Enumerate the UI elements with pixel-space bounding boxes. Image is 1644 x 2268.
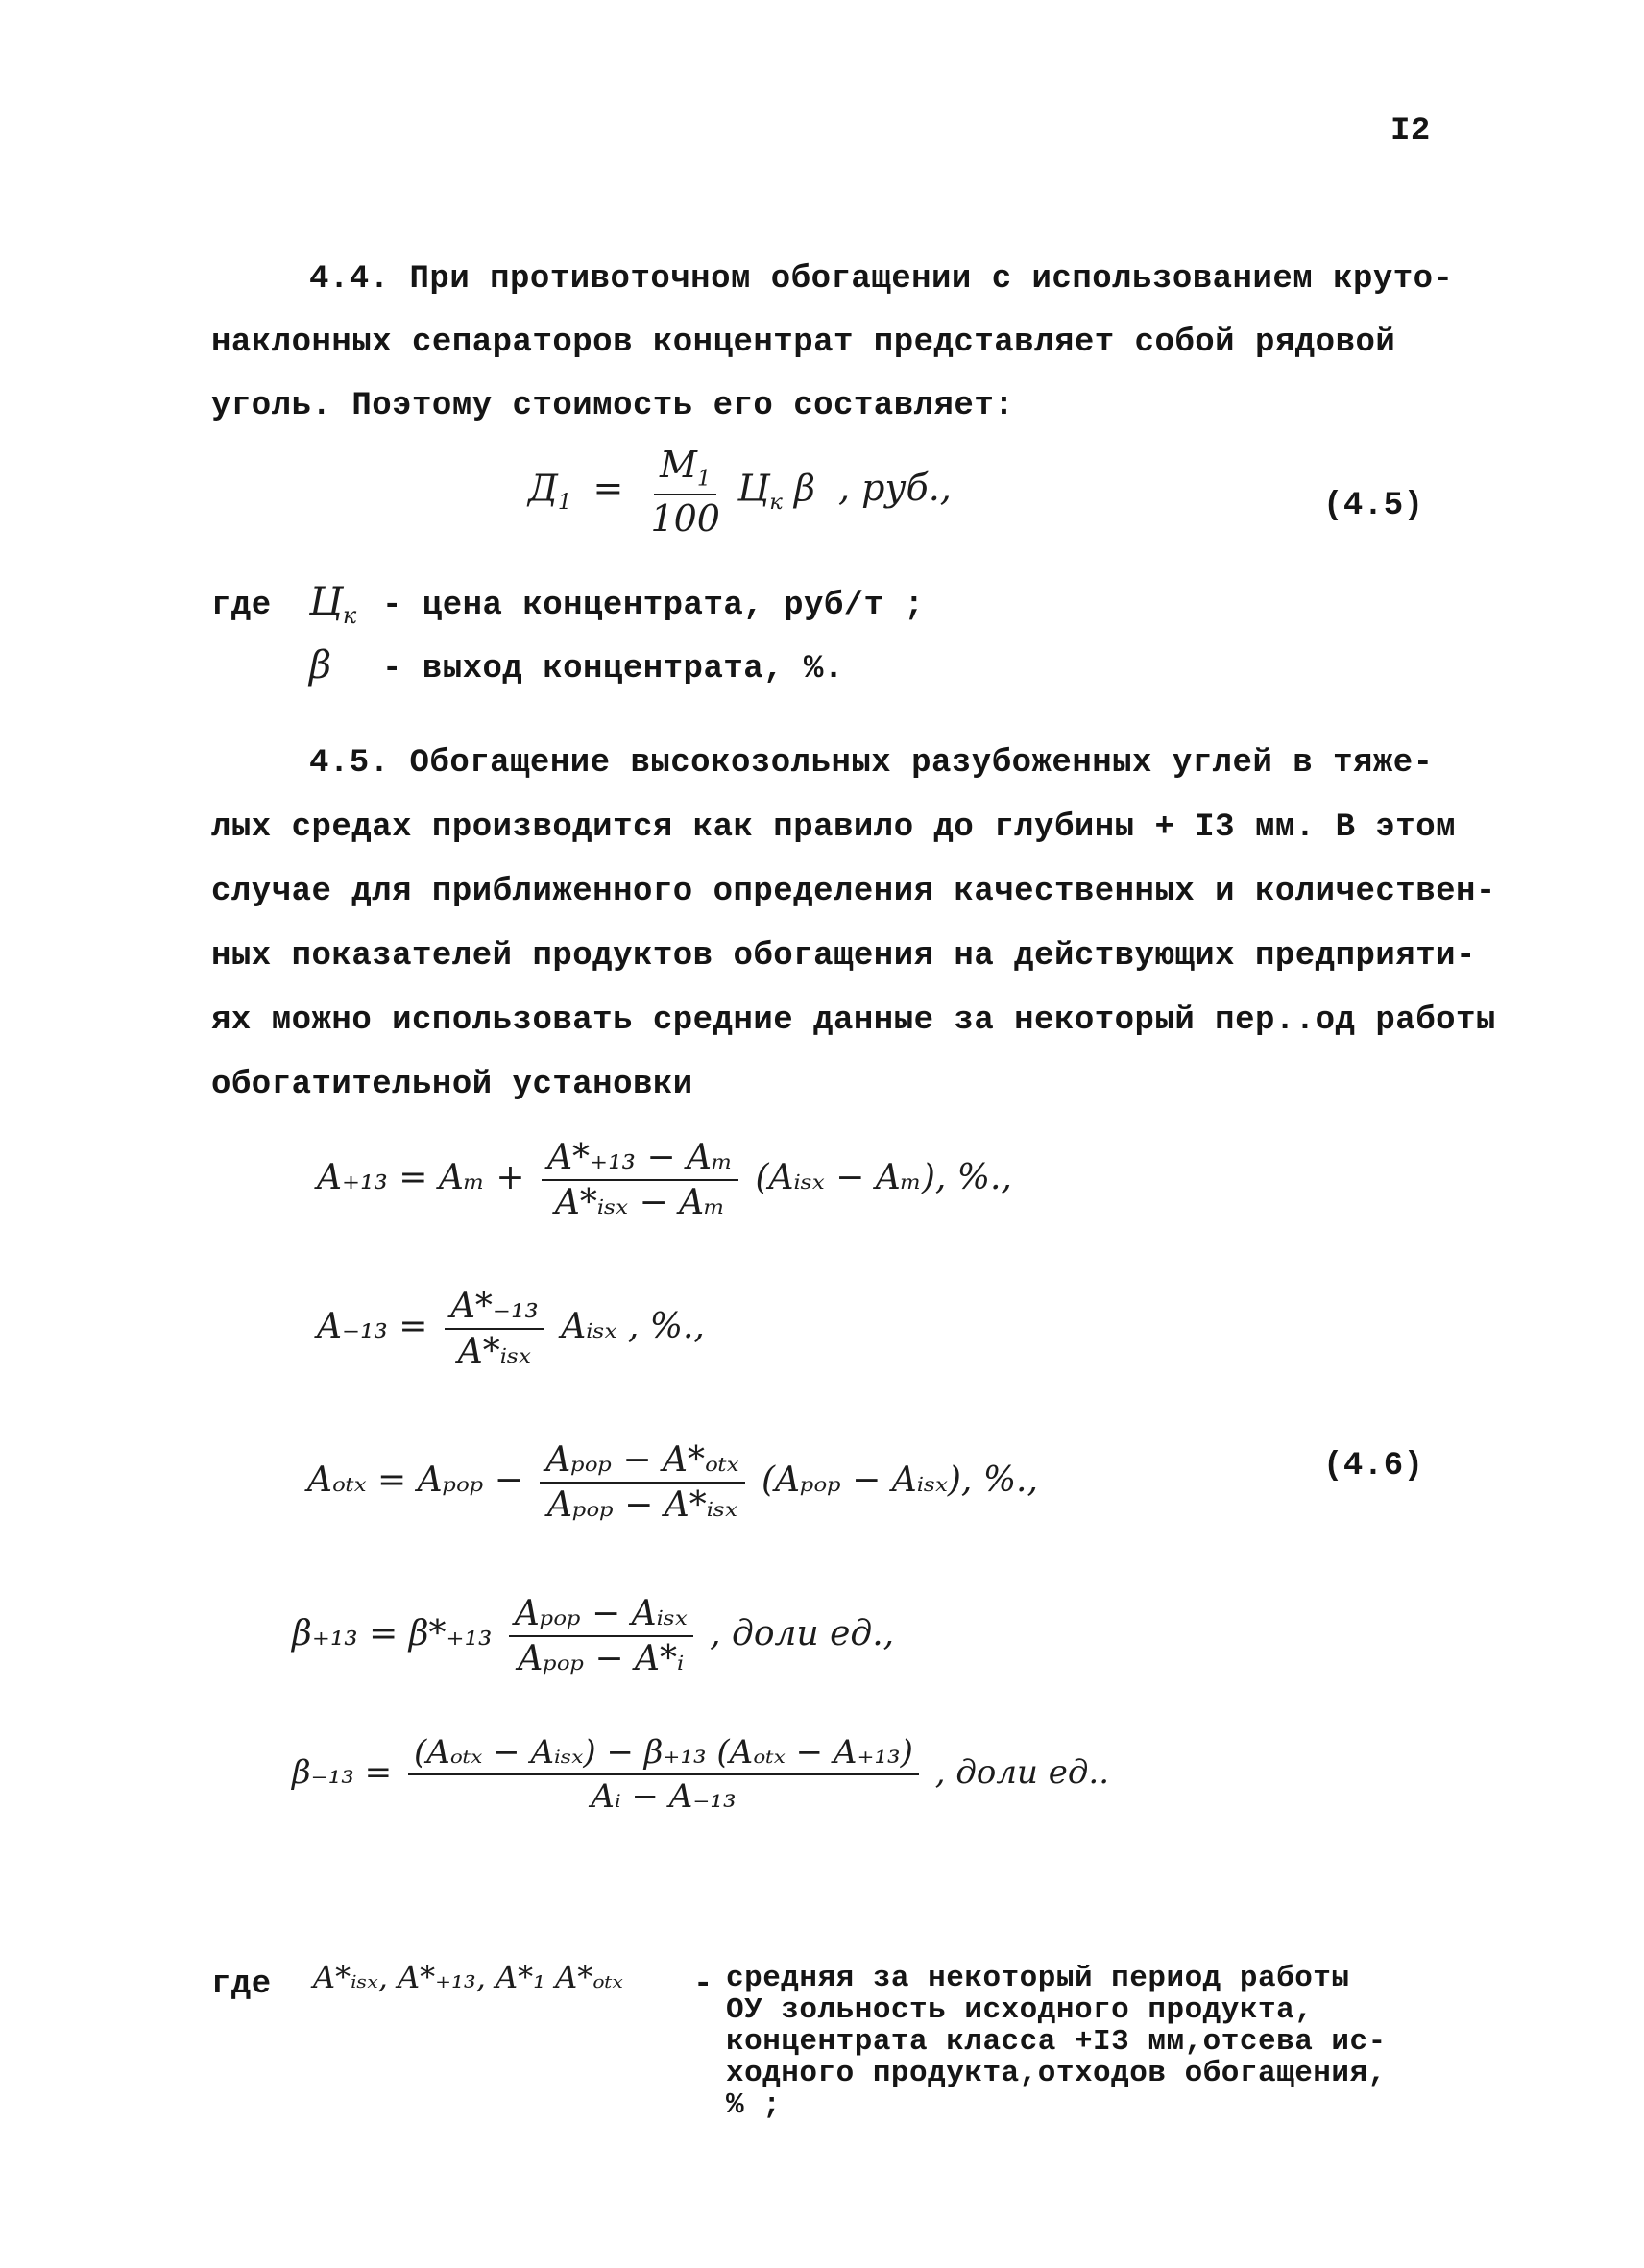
eq4-lhs: β₊₁₃ = β*₊₁₃ [292, 1614, 493, 1653]
eq5-tail: , доли ед.. [934, 1753, 1110, 1792]
where-4-5-gde: где [211, 588, 272, 624]
eq3-tail: (Aₚₒₚ − Aᵢₛₓ), %., [761, 1460, 1038, 1500]
eq1-tail: (Aᵢₛₓ − Aₘ), %., [755, 1158, 1012, 1197]
where-4-5-definition-2: - выход концентрата, %. [382, 651, 844, 688]
where-4-6-dash: - [693, 1966, 713, 2003]
section-4-5-line-2: лых средах производится как правило до глубины + I3 мм. В этом [211, 809, 1457, 846]
eq2-fraction [445, 1287, 544, 1371]
eq4-numerator: Aₚₒₚ − Aᵢₛₓ [509, 1594, 693, 1637]
section-4-4-line-2: наклонных сепараторов концентрат представляет собой рядовой [211, 325, 1396, 361]
where-4-6-line-2: ОУ зольность исходного продукта, [726, 1993, 1314, 2027]
eq3-fraction [540, 1440, 744, 1525]
eq4-tail: , доли ед., [710, 1614, 895, 1653]
where-4-5-symbol-1-letter: Ц [309, 580, 343, 624]
section-4-5-line-5: ях можно использовать средние данные за некоторый пер..од работы [211, 1002, 1496, 1039]
where-4-6-gde: где [211, 1966, 272, 2003]
formula-4-5-number: (4.5) [1323, 488, 1424, 524]
eq3-lhs: Aₒₜₓ = Aₚₒₚ − [307, 1460, 523, 1500]
section-4-5-line-4: ных показателей продуктов обогащения на действующих предприяти- [211, 938, 1476, 975]
section-4-5-line-3: случае для приближенного определения качественных и количествен- [211, 874, 1496, 910]
eq2-tail: Aᵢₛₓ , %., [561, 1307, 705, 1346]
eq1-lhs: A₊₁₃ = Aₘ + [317, 1158, 525, 1197]
eq3-numerator: Aₚₒₚ − A*ₒₜₓ [540, 1440, 744, 1484]
section-4-5-line-1: 4.5. Обогащение высокозольных разубоженных углей в тяже- [309, 745, 1434, 782]
eq2-numerator: A*₋₁₃ [445, 1287, 544, 1330]
eq5-lhs: β₋₁₃ = [292, 1753, 393, 1792]
formula-4-6-eq5 [292, 1733, 1109, 1816]
where-4-6-line-1: средняя за некоторый период работы [726, 1962, 1350, 1995]
where-4-6-definition [726, 1963, 1387, 2121]
where-4-5-definition-1: - цена концентрата, руб/т ; [382, 588, 925, 624]
where-4-5-symbol-1-sub: к [342, 602, 357, 629]
section-4-5-line-6: обогатительной установки [211, 1067, 693, 1103]
eq5-fraction [408, 1733, 919, 1816]
formula-4-6-eq3 [307, 1440, 1038, 1525]
eq1-denominator: A*ᵢₛₓ − Aₘ [554, 1183, 726, 1222]
formula-4-5-beta: β [793, 467, 815, 510]
formula-4-5-lhs: Д [528, 467, 558, 510]
section-4-4 [211, 248, 1454, 438]
formula-4-6-eq1 [317, 1138, 1012, 1222]
formula-4-5-factor: Ц [737, 467, 770, 510]
where-4-6-line-4: ходного продукта,отходов обогащения, [726, 2057, 1387, 2090]
formula-4-5-numerator: М [660, 444, 697, 486]
where-4-5-symbol-2: β [309, 643, 332, 688]
eq2-lhs: A₋₁₃ = [317, 1307, 428, 1346]
section-4-5 [211, 732, 1496, 1118]
formula-4-5-lhs-sub: 1 [557, 489, 572, 515]
eq4-denominator: Aₚₒₚ − A*ᵢ [518, 1639, 685, 1678]
formula-4-5-denominator: 100 [650, 496, 720, 540]
formula-4-5-equals: = [592, 467, 624, 510]
eq1-fraction [542, 1138, 738, 1222]
section-4-4-line-3: уголь. Поэтому стоимость его составляет: [211, 388, 1015, 424]
eq3-denominator: Aₚₒₚ − A*ᵢₛₓ [546, 1485, 737, 1525]
formula-4-5 [528, 444, 952, 540]
where-4-5-symbol-1 [309, 580, 356, 629]
formula-4-6-eq4 [292, 1594, 894, 1678]
eq1-numerator: A*₊₁₃ − Aₘ [542, 1138, 738, 1181]
where-4-6-line-3: концентрата класса +I3 мм,отсева ис- [726, 2025, 1387, 2059]
eq5-numerator: (Aₒₜₓ − Aᵢₛₓ) − β₊₁₃ (Aₒₜₓ − A₊₁₃) [408, 1733, 919, 1775]
formula-4-5-units: , руб., [838, 467, 952, 510]
eq5-denominator: Aᵢ − A₋₁₃ [591, 1777, 737, 1816]
eq2-denominator: A*ᵢₛₓ [457, 1332, 531, 1371]
formula-4-6-eq2 [317, 1287, 705, 1371]
eq4-fraction [509, 1594, 693, 1678]
formula-4-6-number: (4.6) [1323, 1448, 1424, 1484]
formula-4-5-numerator-sub: 1 [696, 466, 712, 492]
formula-4-5-fraction [650, 444, 720, 540]
section-4-4-line-1: 4.4. При противоточном обогащении с использованием круто- [309, 261, 1454, 298]
where-4-6-line-5: % ; [726, 2088, 782, 2122]
where-4-6-symbols: A*ᵢₛₓ, A*₊₁₃, A*₁ A*ₒₜₓ [313, 1959, 623, 1995]
formula-4-5-factor-sub: к [769, 489, 783, 515]
page-number: I2 [1390, 113, 1431, 150]
